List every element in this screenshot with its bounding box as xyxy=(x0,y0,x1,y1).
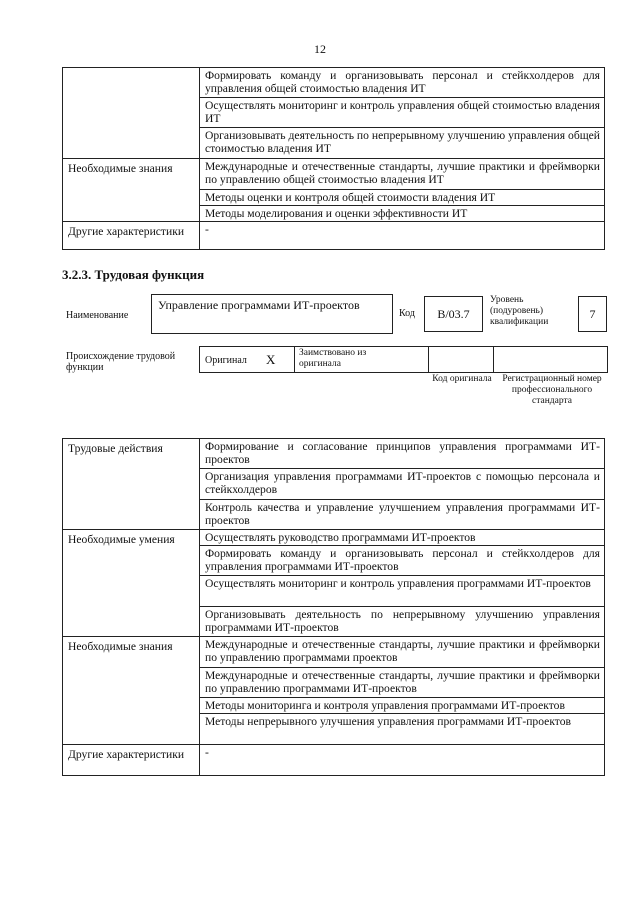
row-label xyxy=(63,68,200,159)
table-row xyxy=(63,159,605,190)
row-label-knowledge: Необходимые знания xyxy=(63,637,200,745)
row-text: Организовывать деятельность по непрерывному улучшению управления программами ИТ-проектов xyxy=(200,607,605,637)
page-number: 12 xyxy=(314,42,326,56)
origin-divider xyxy=(428,346,429,373)
row-text: Формирование и согласование принципов управления программами ИТ-проектов xyxy=(200,439,605,469)
code-original-caption: Код оригинала xyxy=(432,374,492,384)
origin-divider xyxy=(493,346,494,373)
row-text: - xyxy=(200,222,605,250)
reg-number-caption: Регистрационный номер профессионального стандарта xyxy=(502,374,602,406)
row-text: Формировать команду и организовывать персонал и стейкхолдеров для управления общей стоимостью владения ИТ xyxy=(200,68,605,98)
table-row xyxy=(63,222,605,250)
level-box xyxy=(578,296,607,332)
function-name-box xyxy=(151,294,393,334)
table-row xyxy=(63,745,605,776)
row-text: - xyxy=(200,745,605,776)
row-text: Контроль качества и управление улучшением управления программами ИТ-проектов xyxy=(200,500,605,530)
section-heading: 3.2.3. Трудовая функция xyxy=(62,267,205,282)
origin-divider xyxy=(294,346,295,373)
code-value: B/03.7 xyxy=(437,307,470,321)
row-text: Методы оценки и контроля общей стоимости владения ИТ xyxy=(200,190,605,206)
level-value: 7 xyxy=(589,307,596,321)
row-label-knowledge: Необходимые знания xyxy=(63,159,200,222)
top-competency-table xyxy=(62,67,605,250)
original-mark: X xyxy=(266,352,276,367)
table-row xyxy=(63,637,605,668)
row-text: Организовывать деятельность по непрерывному улучшению управления общей стоимостью владения ИТ xyxy=(200,128,605,159)
code-label: Код xyxy=(399,308,415,319)
row-text: Организация управления программами ИТ-проектов с помощью персонала и стейкхолдеров xyxy=(200,469,605,500)
row-label-skills: Необходимые умения xyxy=(63,530,200,637)
name-label: Наименование xyxy=(66,310,129,321)
row-text: Осуществлять мониторинг и контроль управления программами ИТ-проектов xyxy=(200,576,605,607)
row-text: Осуществлять мониторинг и контроль управления общей стоимостью владения ИТ xyxy=(200,98,605,128)
function-name-value: Управление программами ИТ-проектов xyxy=(158,298,360,312)
table-row xyxy=(63,530,605,546)
row-text: Осуществлять руководство программами ИТ-проектов xyxy=(200,530,605,546)
row-text: Международные и отечественные стандарты, лучшие практики и фреймворки по управлению программами ИТ-проектов xyxy=(200,668,605,698)
row-label-other: Другие характеристики xyxy=(63,745,200,776)
code-box xyxy=(424,296,483,332)
origin-label: Происхождение трудовой функции xyxy=(66,351,176,373)
row-text: Методы моделирования и оценки эффективности ИТ xyxy=(200,206,605,222)
level-label: Уровень (подуровень) квалификации xyxy=(490,295,549,327)
table-row xyxy=(63,68,605,98)
table-row xyxy=(63,439,605,469)
row-text: Методы непрерывного улучшения управления программами ИТ-проектов xyxy=(200,714,605,745)
original-label: Оригинал xyxy=(205,355,247,366)
row-text: Международные и отечественные стандарты, лучшие практики и фреймворки по управлению программами проектов xyxy=(200,637,605,668)
row-text: Методы мониторинга и контроля управления программами ИТ-проектов xyxy=(200,698,605,714)
labor-function-table xyxy=(62,438,605,776)
borrowed-label: Заимствовано из оригинала xyxy=(299,348,367,369)
row-label-other: Другие характеристики xyxy=(63,222,200,250)
row-text: Формировать команду и организовывать персонал и стейкхолдеров для управления программами ИТ-проектов xyxy=(200,546,605,576)
row-label-actions: Трудовые действия xyxy=(63,439,200,530)
row-text: Международные и отечественные стандарты, лучшие практики и фреймворки по управлению общей стоимостью владения ИТ xyxy=(200,159,605,190)
